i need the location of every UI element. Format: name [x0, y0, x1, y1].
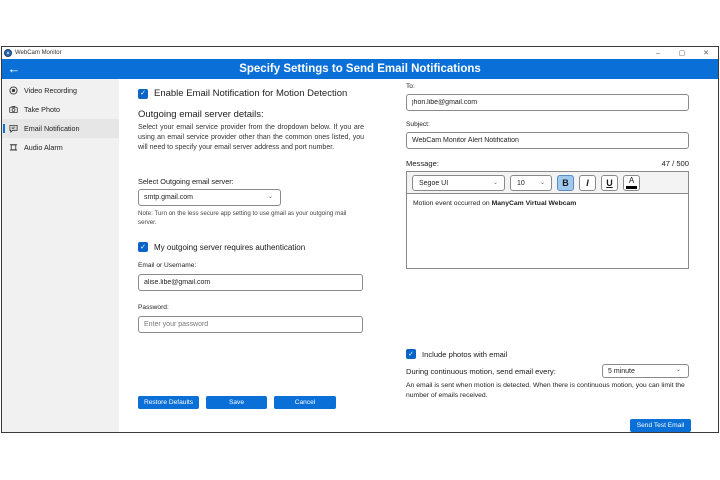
server-select-value: smtp.gmail.com [144, 194, 194, 201]
auth-label: My outgoing server requires authentication [154, 242, 306, 252]
back-arrow-icon[interactable]: ← [7, 61, 21, 76]
sidebar-item-label: Audio Alarm [24, 143, 63, 152]
window-controls [646, 47, 718, 59]
include-photos-checkbox[interactable]: ✓ [406, 349, 416, 359]
record-icon [8, 86, 18, 96]
server-description: Select your email service provider from the dropdown below. If you are using an email service provider other than the common ones listed, you will need to specify your email server address and port number. [138, 124, 364, 151]
subject-label: Subject: [406, 121, 430, 128]
sidebar-item-label: Video Recording [24, 86, 78, 95]
chevron-down-icon: ⌄ [267, 194, 273, 200]
page-title: Specify Settings to Send Email Notifications [239, 63, 481, 75]
enable-notification-label: Enable Email Notification for Motion Detection [154, 88, 348, 99]
server-select[interactable] [138, 189, 281, 206]
italic-button[interactable] [579, 175, 596, 191]
font-family-select[interactable] [412, 175, 505, 191]
italic-icon: I [586, 178, 589, 188]
font-color-icon: A [628, 176, 635, 185]
title-bar [2, 47, 718, 59]
font-size-select[interactable] [510, 175, 552, 191]
sidebar-item-email-notification[interactable] [2, 119, 119, 138]
sidebar-item-video-recording[interactable] [2, 81, 119, 100]
interval-note: An email is sent when motion is detected. When there is continuous motion, you can limit the number of emails received. [406, 382, 685, 399]
chevron-down-icon: ⌄ [539, 180, 545, 186]
section-title: Outgoing email server details: [138, 109, 264, 120]
email-field[interactable] [138, 274, 363, 291]
enable-notification-row[interactable] [138, 88, 347, 99]
server-select-label: Select Outgoing email server: [138, 177, 234, 186]
subject-input[interactable] [412, 137, 688, 144]
auth-checkbox[interactable]: ✓ [138, 242, 148, 252]
restore-defaults-button[interactable]: Restore Defaults [138, 396, 199, 409]
password-field[interactable] [138, 316, 363, 333]
underline-icon: U [606, 178, 613, 188]
settings-content [119, 79, 718, 432]
include-photos-row[interactable] [406, 349, 507, 359]
font-family-value: Segoe UI [419, 179, 449, 187]
sidebar-item-label: Take Photo [24, 105, 60, 114]
to-input[interactable] [412, 99, 688, 106]
auth-row[interactable] [138, 242, 305, 252]
subject-field[interactable] [406, 132, 689, 149]
sidebar-item-label: Email Notification [24, 124, 80, 133]
message-char-count: 47 / 500 [661, 159, 689, 168]
server-note: Note: Turn on the less secure app setting to use gmail as your outgoing mail server. [138, 210, 347, 226]
message-text: Motion event occurred on [413, 200, 492, 207]
message-editor [406, 171, 689, 269]
camera-icon [8, 105, 18, 115]
interval-label: During continuous motion, send email every: [406, 367, 556, 376]
message-icon [8, 124, 18, 134]
bold-button[interactable] [557, 175, 574, 191]
message-body[interactable] [413, 200, 576, 207]
interval-select[interactable] [602, 364, 689, 378]
webcam-app-icon [4, 49, 12, 57]
send-test-email-button[interactable]: Send Test Email [630, 419, 691, 432]
email-label: Email or Username: [138, 262, 197, 269]
minimize-button[interactable]: – [656, 49, 660, 57]
window-title: WebCam Monitor [15, 50, 62, 56]
message-device-name: ManyCam Virtual Webcam [491, 200, 577, 207]
include-photos-label: Include photos with email [422, 349, 508, 359]
font-color-swatch [626, 186, 637, 189]
underline-button[interactable] [601, 175, 618, 191]
cancel-button[interactable]: Cancel [274, 396, 336, 409]
to-field[interactable] [406, 94, 689, 111]
password-input[interactable] [144, 321, 362, 328]
close-button[interactable]: ✕ [703, 50, 709, 57]
to-label: To: [406, 83, 415, 90]
message-label: Message: [406, 159, 439, 168]
font-color-button[interactable] [623, 175, 640, 191]
font-size-value: 10 [517, 179, 525, 187]
formatting-toolbar [407, 172, 688, 194]
chevron-down-icon: ⌄ [675, 367, 681, 373]
maximize-button[interactable]: ▢ [678, 50, 686, 57]
email-input[interactable] [144, 279, 362, 286]
interval-value: 5 minute [608, 367, 635, 375]
sidebar-item-take-photo[interactable] [2, 100, 119, 119]
sidebar-item-audio-alarm[interactable] [2, 138, 119, 157]
alarm-icon [8, 143, 18, 153]
sidebar [2, 79, 119, 432]
bold-icon: B [562, 178, 569, 188]
chevron-down-icon: ⌄ [492, 180, 498, 186]
page-header [2, 59, 718, 79]
enable-notification-checkbox[interactable]: ✓ [138, 89, 148, 99]
password-label: Password: [138, 304, 169, 311]
save-button[interactable]: Save [206, 396, 267, 409]
app-window [1, 46, 719, 433]
